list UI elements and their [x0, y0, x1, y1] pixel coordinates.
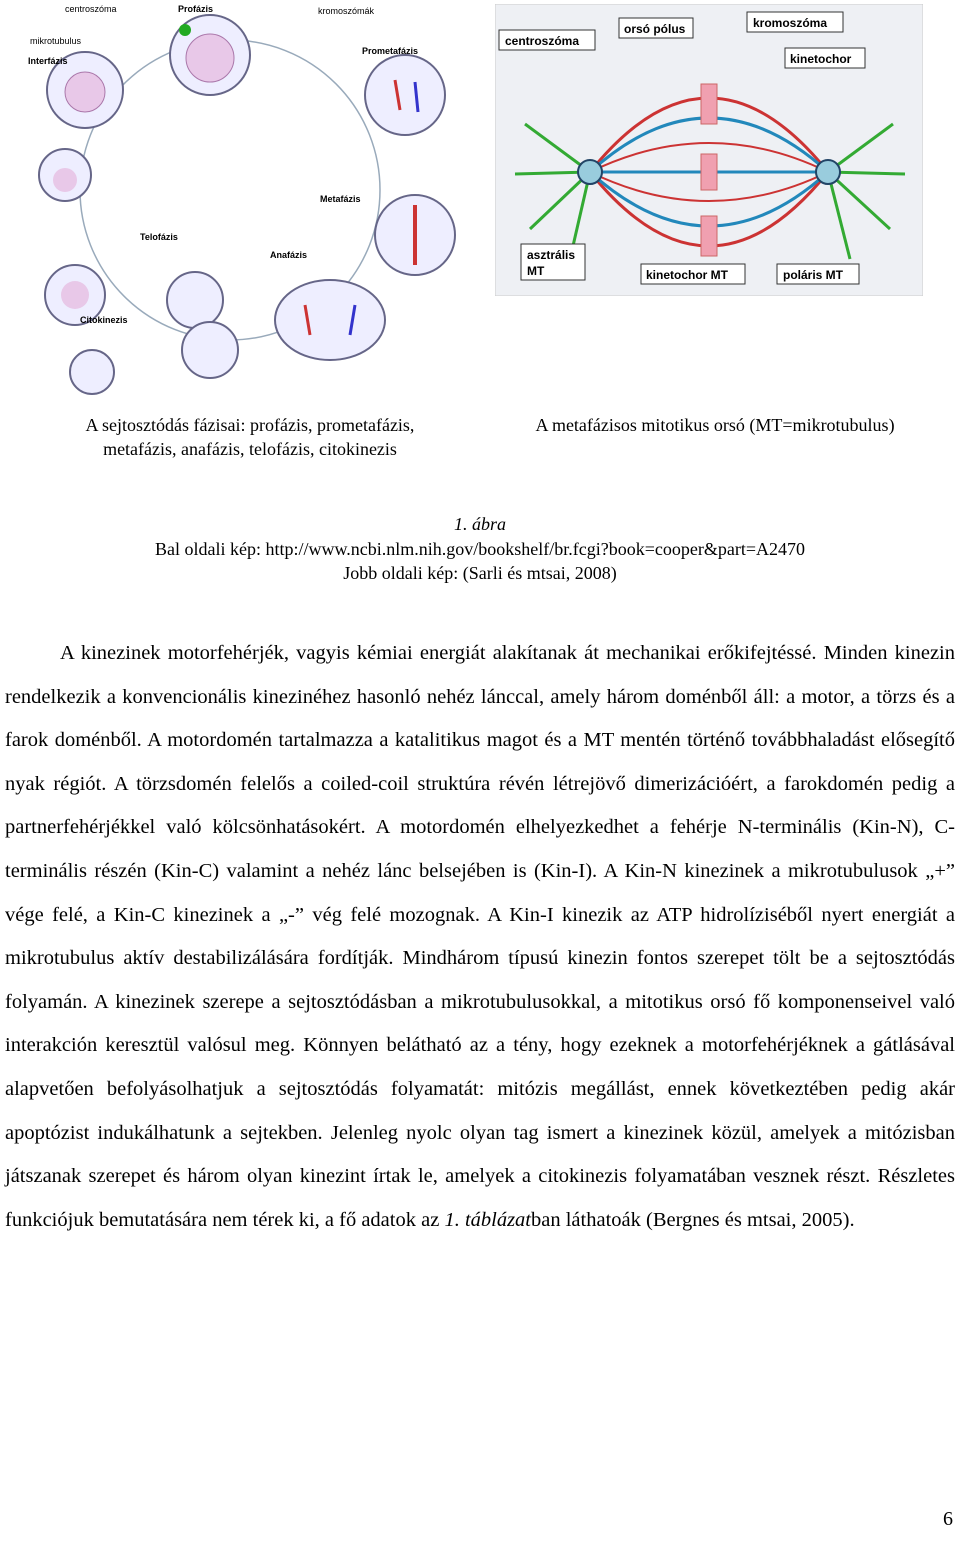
label-profazis: Profázis: [178, 4, 214, 14]
label-kromoszomak: kromoszómák: [318, 6, 375, 16]
label-kinetochor: kinetochor: [790, 52, 852, 66]
table-reference: 1. táblázat: [444, 1208, 532, 1231]
body-text-part2: ban láthatoák (Bergnes és mtsai, 2005).: [531, 1208, 855, 1231]
label-mikrotubulus: mikrotubulus: [30, 36, 82, 46]
label-interfazis: Interfázis: [28, 56, 68, 66]
label-mt: MT: [527, 264, 545, 278]
label-kinetochor-mt: kinetochor MT: [646, 268, 729, 282]
anaphase-cell: [275, 280, 385, 360]
left-figure-caption: [40, 413, 460, 461]
label-centroszoma: centroszóma: [65, 4, 117, 14]
prophase-cell: [170, 15, 250, 95]
body-text-part1: A kinezinek motorfehérjék, vagyis kémiai energiát alakítanak át mechanikai erőkifejtéssé. Minden kinezin rendelkezik a konvencionális kinezinéhez hasonló nehéz lánccal, amely három doménből áll: a motor, a törzs és a farok doménből. A motordomén tartalmazza a katalitikus magot és a MT mentén történő továbbhaladást elősegítő nyak régiót. A törzsdomén felelős a coiled-coil struktúra révén létrejövő dimerizációért, a farokdomén pedig a partnerfehérjékkel való kölcsönhatásokért. A motordomén elhelyezkedhet a fehérje N-terminális (Kin-N), C-terminális részén (Kin-C) valamint a nehéz lánc belsejében is (Kin-I). A Kin-N kinezinek a mikrotubulusok „+” vége felé, a Kin-C kinezinek a „-” vég felé mozognak. A Kin-I kinezik az ATP hidrolíziséből nyert energiát a mikrotubulus aktív destabilizálására fordítják. Mindhárom típusú kinezin fontos szerepet tölt be a sejtosztódás folyamán. A kinezinek szerepe a sejtosztódásban a mikrotubulusokkal, a mitotikus orsó fő komponenseivel való interakción keresztül valósul meg. Könnyen belátható az a tény, hogy ezeknek a motorfehérjéknek a gátlásával alapvetően befolyásolhatjuk a sejtosztódás folyamatát: mitózis megállást, ennek következtében pedig akár apoptózist indukálhatunk a sejtekben. Jelenleg nyolc olyan tag ismert a kinezinek közül, amelyek a mitózisban játszanak szerepet és három olyan kinezint írtak le, amelyek a citokinezis folyamatában vesznek részt. Részletes funkciójuk bemutatására nem térek ki, a fő adatok az: [5, 642, 955, 1231]
chromosomes: [701, 84, 717, 256]
label-asztralis: asztrális: [527, 248, 576, 262]
label-telofazis: Telofázis: [140, 232, 178, 242]
mitotic-spindle-figure: [495, 4, 923, 296]
page-number: 6: [943, 1508, 953, 1530]
label-centroszoma-r: centroszóma: [505, 34, 580, 48]
label-orso-polus: orsó pólus: [624, 22, 686, 36]
centrosome-right: [816, 160, 840, 184]
label-anafazis: Anafázis: [270, 250, 308, 260]
prometaphase-cell: [365, 55, 445, 135]
centrosome-left: [578, 160, 602, 184]
body-paragraph: [5, 632, 955, 1242]
label-citokinezis: Citokinezis: [80, 315, 128, 325]
left-caption-line2: metafázis, anafázis, telofázis, citokinezis: [103, 439, 397, 459]
label-prometafazis: Prometafázis: [362, 46, 419, 56]
right-figure-caption: A metafázisos mitotikus orsó (MT=mikrotubulus): [535, 415, 895, 435]
right-image-source: Jobb oldali kép: (Sarli és mtsai, 2008): [343, 563, 617, 583]
left-image-source: Bal oldali kép: http://www.ncbi.nlm.nih.gov/bookshelf/br.fcgi?book=cooper&part=A2470: [154, 539, 806, 559]
label-polaris-mt: poláris MT: [783, 268, 844, 282]
cell-division-phases-figure: [20, 0, 460, 400]
figure-number: 1. ábra: [453, 514, 506, 534]
label-metafazis: Metafázis: [320, 194, 361, 204]
left-caption-line1: A sejtosztódás fázisai: profázis, prometafázis,: [85, 415, 415, 435]
label-kromoszoma: kromoszóma: [753, 16, 828, 30]
metaphase-cell: [375, 195, 455, 275]
